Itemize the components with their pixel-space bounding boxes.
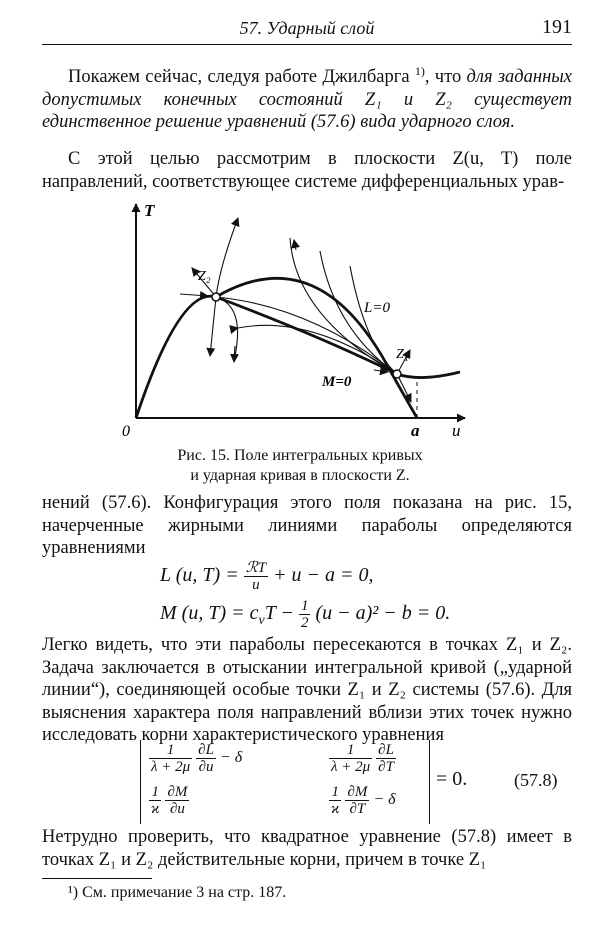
label-z1: Z₁ — [396, 347, 409, 362]
label-a: a — [411, 421, 420, 440]
eq2-rhs: (u − a)² − b = 0. — [310, 602, 451, 625]
point-z1 — [393, 370, 401, 378]
eq2-subscript: v — [258, 613, 265, 629]
span: − δ — [215, 749, 243, 767]
intro-text-2: , что — [424, 67, 467, 88]
page-number: 191 — [542, 16, 572, 38]
frac — [149, 784, 161, 817]
integral-curve — [216, 297, 238, 356]
den: ϰ — [151, 801, 160, 817]
intro-theorem: для заданных допустимых конечных состояний Z₁ и Z₂ существует единственное решение уравнений (57.6) вида ударного слоя. — [42, 67, 573, 133]
characteristic-determinant — [140, 740, 430, 824]
integral-curve — [238, 325, 397, 374]
caption-line-2: и ударная кривая в плоскости Z. — [190, 467, 410, 484]
frac — [329, 784, 341, 817]
num: 1 — [149, 742, 192, 759]
field-arrow — [216, 218, 238, 297]
frac — [196, 742, 216, 775]
det-cell-12 — [329, 742, 396, 775]
field-arrow — [294, 240, 296, 250]
equation-l — [160, 560, 374, 593]
den: ∂T — [378, 759, 394, 775]
paragraph-plane: С этой целью рассмотрим в плоскости Z(u, T) поле направлений, соответствующее системе дифференциальных урав- — [42, 149, 572, 192]
num: 1 — [329, 784, 341, 801]
running-title: 57. Ударный слой — [239, 18, 375, 38]
frac — [376, 742, 396, 775]
frac — [165, 784, 189, 817]
eq2-fraction — [299, 598, 311, 631]
eq2-numerator: 1 — [300, 598, 309, 614]
curve-m-zero — [216, 297, 460, 378]
equation-m — [160, 598, 450, 631]
caption-line-1: Рис. 15. Поле интегральных кривых — [177, 447, 423, 464]
eq1-denominator: u — [252, 577, 260, 593]
num: ∂M — [167, 784, 188, 800]
det-cell-22 — [329, 784, 396, 817]
label-m-zero: M=0 — [322, 374, 352, 390]
eq1-rhs: + u − a = 0, — [268, 564, 374, 587]
paragraph-intersection: Легко видеть, что эти параболы пересекаются в точках Z₁ и Z₂. Задача заключается в отыскании интегральной кривой („ударной линии“), соединяющей особые точки Z₁ и Z₂ системы (57.6). Для выяснения характера поля направлений вблизи этих точек нужно исследовать корни характеристического уравнения — [42, 635, 572, 746]
span: − δ — [369, 791, 396, 809]
den: ∂T — [349, 801, 366, 817]
footnote-rule — [42, 878, 152, 879]
eq2-lhs: M (u, T) = c — [160, 602, 259, 625]
label-z2: Z₂ — [198, 269, 211, 284]
field-arrow — [374, 370, 388, 372]
det-cell-11 — [149, 742, 242, 775]
label-l-zero: L=0 — [364, 300, 390, 316]
frac — [345, 784, 369, 817]
paragraph-intro — [42, 60, 572, 134]
figure-integral-curves — [120, 196, 480, 440]
den: ϰ — [331, 801, 340, 817]
eq1-lhs: L (u, T) = — [160, 564, 244, 587]
field-arrow — [180, 294, 208, 296]
num: ∂L — [378, 742, 394, 758]
label-origin: 0 — [122, 423, 130, 440]
field-arrow — [210, 297, 216, 356]
equation-number: (57.8) — [514, 770, 558, 790]
field-arrow — [234, 346, 235, 362]
den: ∂u — [198, 759, 214, 775]
eq1-numerator: ℛT — [245, 560, 267, 576]
page-header — [42, 12, 572, 45]
num: 1 — [329, 742, 372, 759]
frac — [149, 742, 192, 775]
paragraph-roots: Нетрудно проверить, что квадратное уравнение (57.8) имеет в точках Z₁ и Z₂ действительные корни, причем в точке Z₁ — [42, 827, 572, 870]
eq1-fraction — [244, 560, 268, 593]
den: ∂u — [169, 801, 185, 817]
eq2-denominator: 2 — [300, 615, 309, 631]
footnote-ref: 1) — [414, 64, 425, 78]
intro-text: Покажем сейчас, следуя работе Джилбарга — [68, 67, 415, 88]
num: ∂L — [198, 742, 214, 758]
eq2-mid: T − — [264, 602, 299, 625]
footnote: ¹) См. примечание 3 на стр. 187. — [68, 884, 287, 901]
den: λ + 2μ — [151, 759, 191, 775]
num: ∂M — [347, 784, 368, 800]
den: λ + 2μ — [331, 759, 371, 775]
num: 1 — [149, 784, 161, 801]
point-z2 — [212, 293, 220, 301]
det-cell-21 — [149, 784, 189, 817]
figure-caption — [100, 446, 500, 486]
label-u: u — [452, 421, 461, 440]
frac — [329, 742, 372, 775]
label-t: T — [144, 201, 155, 220]
paragraph-configuration: нений (57.6). Конфигурация этого поля показана на рис. 15, начерченные жирными линиями параболы определяются уравнениями — [42, 493, 572, 559]
det-rhs: = 0. — [436, 768, 468, 790]
